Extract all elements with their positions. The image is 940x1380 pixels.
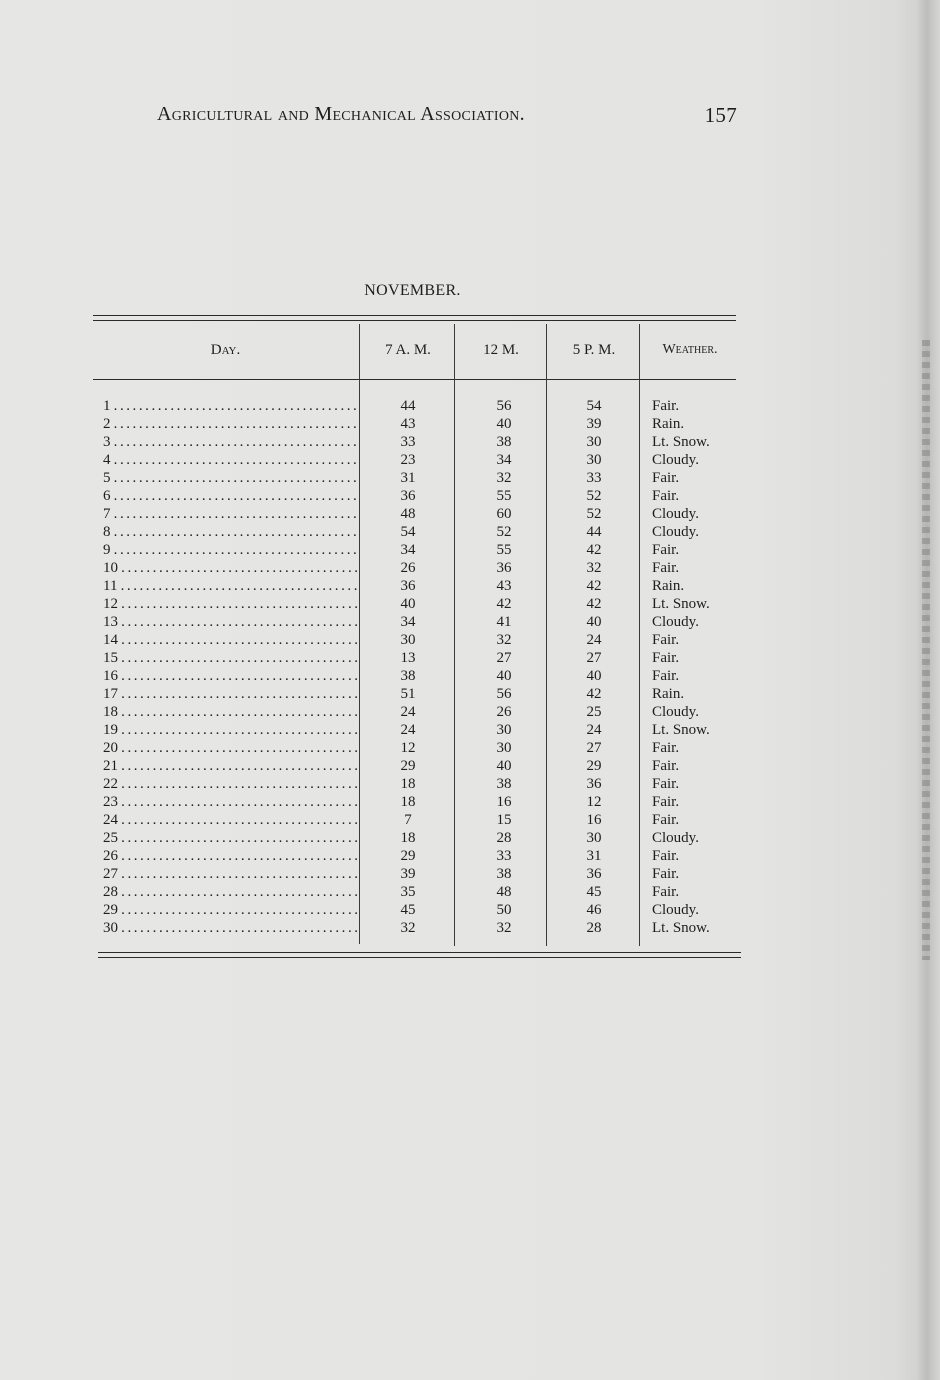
temp-7am-cell: 36 — [400, 578, 416, 594]
temp-7am-cell: 30 — [400, 632, 416, 648]
table-row — [0, 811, 940, 829]
table-row — [0, 901, 940, 919]
column-header-weather: Weather. — [662, 342, 718, 357]
weather-cell: Fair. — [652, 776, 680, 792]
weather-cell: Fair. — [652, 488, 680, 504]
temp-7am-cell: 36 — [400, 488, 416, 504]
weather-cell: Fair. — [652, 740, 680, 756]
temp-7am-cell: 54 — [400, 524, 416, 540]
day-cell: 27 . . . — [103, 865, 358, 883]
table-row — [0, 595, 940, 613]
day-cell: 16 . . . — [103, 667, 358, 685]
temp-7am-cell: 29 — [400, 758, 416, 774]
day-cell: 20 . . . — [103, 739, 358, 757]
table-row — [0, 829, 940, 847]
temp-12m-cell: 56 — [496, 398, 512, 414]
table-row — [0, 793, 940, 811]
temp-5pm-cell: 42 — [586, 596, 602, 612]
running-head — [157, 103, 737, 126]
temp-5pm-cell: 29 — [586, 758, 602, 774]
temp-12m-cell: 27 — [496, 650, 512, 666]
temp-12m-cell: 38 — [496, 434, 512, 450]
section-title: NOVEMBER. — [364, 282, 461, 299]
weather-cell: Cloudy. — [652, 506, 699, 522]
top-rule-inner — [93, 320, 736, 321]
day-cell: 3 . . . — [103, 433, 358, 451]
weather-cell: Lt. Snow. — [652, 434, 710, 450]
table-row — [0, 667, 940, 685]
table-row — [0, 919, 940, 937]
column-header-day: Day. — [210, 342, 241, 358]
temp-7am-cell: 44 — [400, 398, 416, 414]
table-row — [0, 685, 940, 703]
bottom-rule-inner — [98, 952, 741, 953]
weather-table-body — [0, 397, 940, 937]
temp-12m-cell: 40 — [496, 758, 512, 774]
day-cell: 22 . . . — [103, 775, 358, 793]
temp-12m-cell: 55 — [496, 542, 512, 558]
temp-7am-cell: 24 — [400, 722, 416, 738]
day-cell: 15 . . . — [103, 649, 358, 667]
day-cell: 11 . . . — [103, 577, 358, 595]
day-cell: 30 . . . — [103, 919, 358, 937]
temp-5pm-cell: 16 — [586, 812, 602, 828]
temp-12m-cell: 34 — [496, 452, 512, 468]
temp-12m-cell: 33 — [496, 848, 512, 864]
temp-5pm-cell: 44 — [586, 524, 602, 540]
temp-5pm-cell: 27 — [586, 740, 602, 756]
page-number: 157 — [704, 103, 737, 127]
day-cell: 28 . . . — [103, 883, 358, 901]
temp-12m-cell: 30 — [496, 722, 512, 738]
weather-cell: Fair. — [652, 848, 680, 864]
table-row — [0, 847, 940, 865]
weather-cell: Fair. — [652, 866, 680, 882]
bottom-rule-outer — [98, 957, 741, 958]
temp-12m-cell: 36 — [496, 560, 512, 576]
temp-12m-cell: 28 — [496, 830, 512, 846]
table-row — [0, 541, 940, 559]
temp-5pm-cell: 36 — [586, 866, 602, 882]
temp-5pm-cell: 32 — [586, 560, 602, 576]
temp-7am-cell: 7 — [404, 812, 412, 828]
day-cell: 4 . . . — [103, 451, 358, 469]
temp-12m-cell: 32 — [496, 470, 512, 486]
temp-7am-cell: 24 — [400, 704, 416, 720]
day-cell: 2 . . . — [103, 415, 358, 433]
weather-cell: Lt. Snow. — [652, 920, 710, 936]
temp-5pm-cell: 40 — [586, 614, 602, 630]
weather-cell: Cloudy. — [652, 830, 699, 846]
temp-12m-cell: 15 — [496, 812, 512, 828]
temp-7am-cell: 51 — [400, 686, 416, 702]
day-cell: 12 . . . — [103, 595, 358, 613]
temp-12m-cell: 48 — [496, 884, 512, 900]
day-cell: 18 . . . — [103, 703, 358, 721]
temp-7am-cell: 33 — [400, 434, 416, 450]
table-row — [0, 577, 940, 595]
temp-12m-cell: 42 — [496, 596, 512, 612]
temp-5pm-cell: 28 — [586, 920, 602, 936]
day-cell: 21 . . . — [103, 757, 358, 775]
temp-12m-cell: 40 — [496, 668, 512, 684]
temp-12m-cell: 41 — [496, 614, 512, 630]
table-row — [0, 469, 940, 487]
column-header-5pm: 5 P. M. — [572, 342, 616, 358]
weather-cell: Fair. — [652, 398, 680, 414]
day-cell: 10 . . . — [103, 559, 358, 577]
weather-cell: Lt. Snow. — [652, 722, 710, 738]
temp-5pm-cell: 31 — [586, 848, 602, 864]
weather-cell: Fair. — [652, 794, 680, 810]
table-row — [0, 523, 940, 541]
day-cell: 9 . . . — [103, 541, 358, 559]
day-cell: 5 . . . — [103, 469, 358, 487]
weather-cell: Rain. — [652, 578, 685, 594]
weather-cell: Fair. — [652, 668, 680, 684]
table-row — [0, 433, 940, 451]
temp-5pm-cell: 24 — [586, 632, 602, 648]
temp-12m-cell: 38 — [496, 776, 512, 792]
temp-7am-cell: 38 — [400, 668, 416, 684]
weather-cell: Fair. — [652, 884, 680, 900]
day-cell: 8 . . . — [103, 523, 358, 541]
temp-12m-cell: 40 — [496, 416, 512, 432]
weather-cell: Fair. — [652, 812, 680, 828]
day-cell: 19 . . . — [103, 721, 358, 739]
table-row — [0, 559, 940, 577]
temp-5pm-cell: 30 — [586, 830, 602, 846]
temp-5pm-cell: 42 — [586, 578, 602, 594]
table-row — [0, 721, 940, 739]
temp-5pm-cell: 46 — [586, 902, 602, 918]
weather-cell: Cloudy. — [652, 524, 699, 540]
temp-5pm-cell: 42 — [586, 686, 602, 702]
temp-5pm-cell: 27 — [586, 650, 602, 666]
temp-7am-cell: 35 — [400, 884, 416, 900]
temp-7am-cell: 18 — [400, 776, 416, 792]
table-row — [0, 613, 940, 631]
table-row — [0, 757, 940, 775]
weather-cell: Fair. — [652, 632, 680, 648]
temp-12m-cell: 32 — [496, 632, 512, 648]
column-header-12m: 12 M. — [483, 342, 519, 358]
day-cell: 7 . . . — [103, 505, 358, 523]
temp-7am-cell: 34 — [400, 542, 416, 558]
weather-cell: Rain. — [652, 416, 685, 432]
weather-cell: Cloudy. — [652, 704, 699, 720]
temp-7am-cell: 40 — [400, 596, 416, 612]
temp-5pm-cell: 40 — [586, 668, 602, 684]
temp-5pm-cell: 45 — [586, 884, 602, 900]
temp-7am-cell: 23 — [400, 452, 416, 468]
temp-7am-cell: 29 — [400, 848, 416, 864]
temp-7am-cell: 39 — [400, 866, 416, 882]
temp-12m-cell: 50 — [496, 902, 512, 918]
temp-12m-cell: 30 — [496, 740, 512, 756]
temp-5pm-cell: 36 — [586, 776, 602, 792]
temp-12m-cell: 55 — [496, 488, 512, 504]
temp-12m-cell: 26 — [496, 704, 512, 720]
table-row — [0, 775, 940, 793]
table-row — [0, 415, 940, 433]
table-row — [0, 505, 940, 523]
temp-5pm-cell: 30 — [586, 434, 602, 450]
weather-cell: Rain. — [652, 686, 685, 702]
weather-cell: Fair. — [652, 650, 680, 666]
temp-5pm-cell: 33 — [586, 470, 602, 486]
temp-5pm-cell: 24 — [586, 722, 602, 738]
column-header-7am: 7 A. M. — [385, 342, 431, 358]
weather-cell: Cloudy. — [652, 452, 699, 468]
weather-cell: Fair. — [652, 470, 680, 486]
day-cell: 24 . . . — [103, 811, 358, 829]
temp-12m-cell: 60 — [496, 506, 512, 522]
temp-7am-cell: 31 — [400, 470, 416, 486]
day-cell: 6 . . . — [103, 487, 358, 505]
temp-5pm-cell: 52 — [586, 488, 602, 504]
temp-12m-cell: 16 — [496, 794, 512, 810]
temp-5pm-cell: 39 — [586, 416, 602, 432]
temp-5pm-cell: 54 — [586, 398, 602, 414]
table-row — [0, 883, 940, 901]
temp-5pm-cell: 52 — [586, 506, 602, 522]
table-row — [0, 649, 940, 667]
table-row — [0, 703, 940, 721]
day-cell: 17 . . . — [103, 685, 358, 703]
weather-cell: Fair. — [652, 560, 680, 576]
day-cell: 23 . . . — [103, 793, 358, 811]
weather-cell: Cloudy. — [652, 902, 699, 918]
table-row — [0, 487, 940, 505]
table-row — [0, 865, 940, 883]
top-rule-outer — [93, 315, 736, 316]
temp-12m-cell: 32 — [496, 920, 512, 936]
day-cell: 29 . . . — [103, 901, 358, 919]
day-cell: 25 . . . — [103, 829, 358, 847]
weather-cell: Lt. Snow. — [652, 596, 710, 612]
table-row — [0, 451, 940, 469]
temp-5pm-cell: 30 — [586, 452, 602, 468]
temp-5pm-cell: 42 — [586, 542, 602, 558]
temp-12m-cell: 43 — [496, 578, 512, 594]
temp-7am-cell: 32 — [400, 920, 416, 936]
temp-7am-cell: 45 — [400, 902, 416, 918]
table-row — [0, 739, 940, 757]
day-cell: 13 . . . — [103, 613, 358, 631]
table-row — [0, 397, 940, 415]
weather-cell: Cloudy. — [652, 614, 699, 630]
running-head-title: Agricultural and Mechanical Association. — [157, 103, 525, 125]
day-cell: 14 . . . — [103, 631, 358, 649]
temp-7am-cell: 34 — [400, 614, 416, 630]
temp-7am-cell: 26 — [400, 560, 416, 576]
table-row — [0, 631, 940, 649]
temp-7am-cell: 12 — [400, 740, 416, 756]
temp-5pm-cell: 12 — [586, 794, 602, 810]
weather-cell: Fair. — [652, 542, 680, 558]
temp-7am-cell: 18 — [400, 830, 416, 846]
weather-cell: Fair. — [652, 758, 680, 774]
temp-7am-cell: 18 — [400, 794, 416, 810]
day-cell: 26 . . . — [103, 847, 358, 865]
temp-7am-cell: 43 — [400, 416, 416, 432]
temp-12m-cell: 56 — [496, 686, 512, 702]
temp-12m-cell: 38 — [496, 866, 512, 882]
temp-7am-cell: 48 — [400, 506, 416, 522]
temp-5pm-cell: 25 — [586, 704, 602, 720]
day-cell: 1 . . . — [103, 397, 358, 415]
temp-7am-cell: 13 — [400, 650, 416, 666]
temp-12m-cell: 52 — [496, 524, 512, 540]
